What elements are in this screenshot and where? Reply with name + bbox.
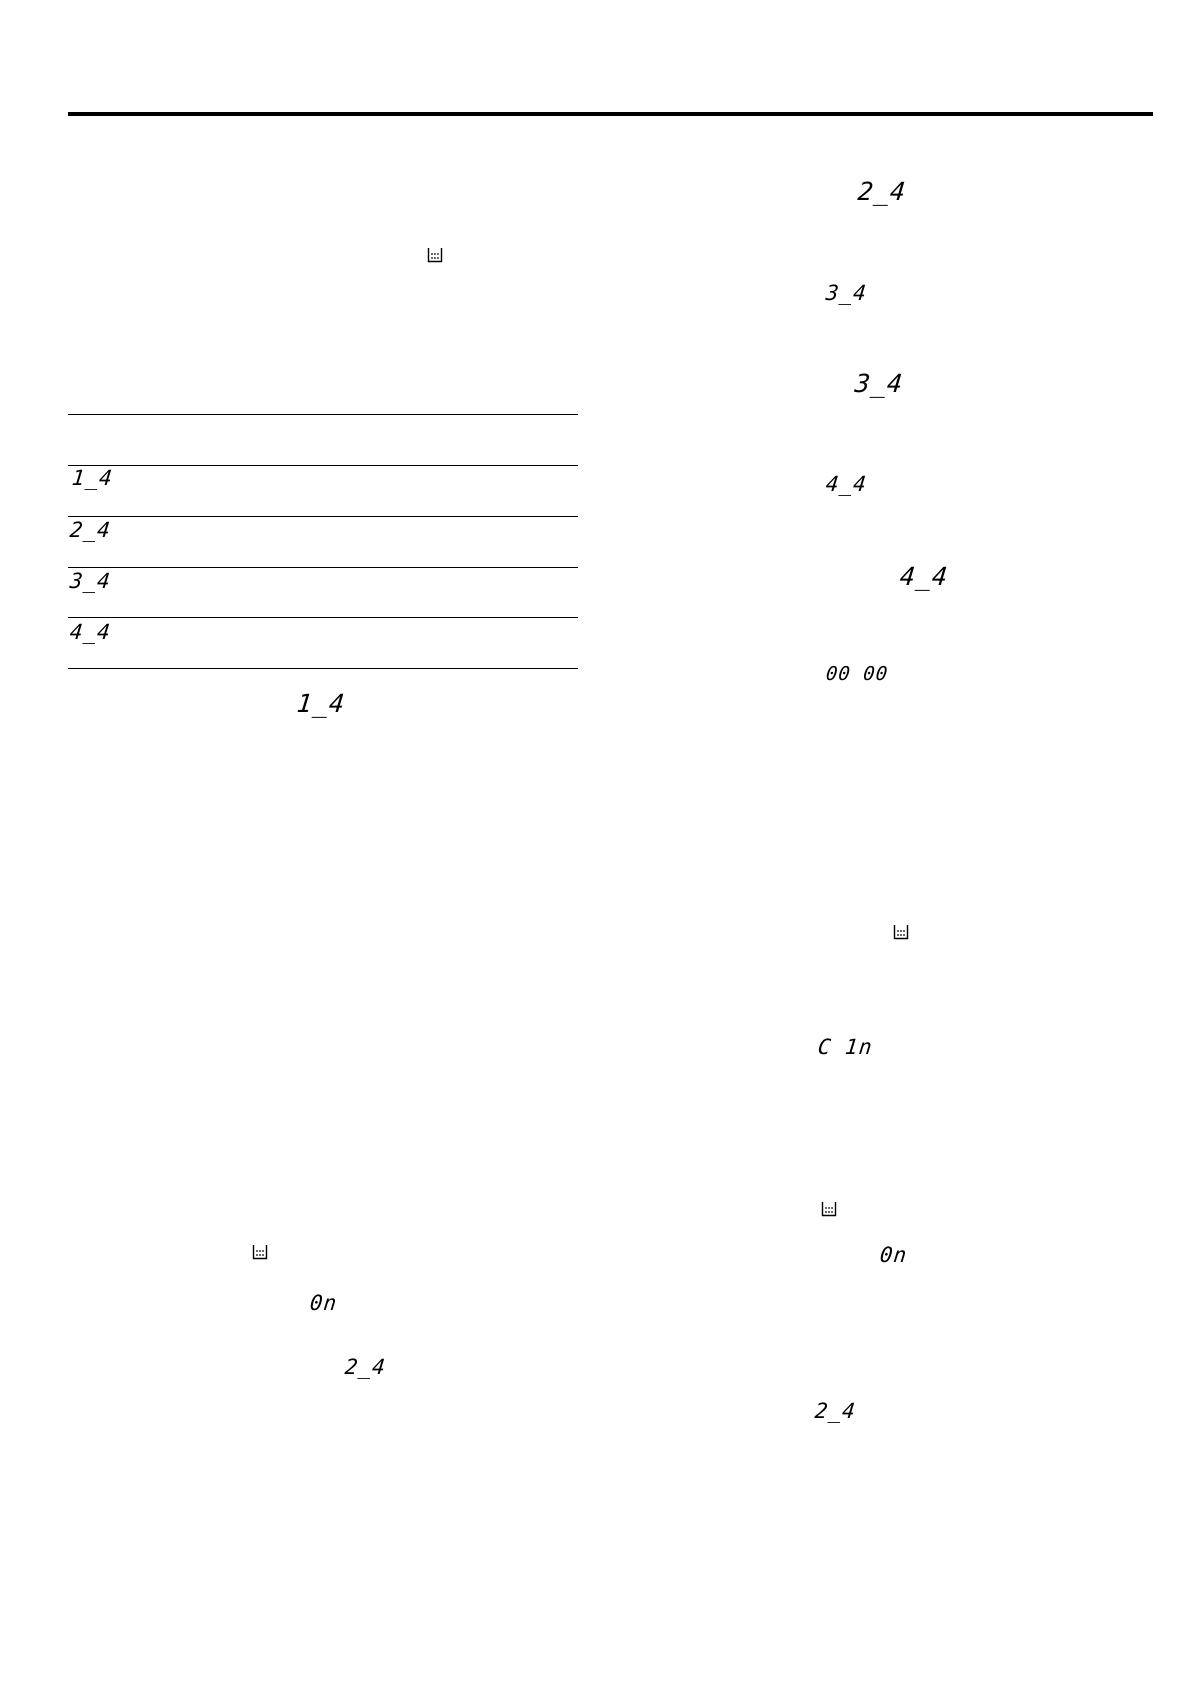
water-tank-icon: [252, 1244, 268, 1260]
display-code: 0n: [308, 1291, 339, 1315]
display-code: C 1n: [816, 1035, 874, 1059]
table-rule-bottom: [68, 668, 578, 669]
water-tank-icon: [893, 924, 909, 940]
display-code: 4_4: [824, 472, 869, 496]
table-rule: [68, 617, 578, 618]
top-rule: [68, 112, 1153, 116]
display-code: 2_4: [856, 177, 908, 206]
display-code: 4_4: [898, 562, 950, 591]
display-code: 2_4: [813, 1399, 858, 1423]
display-code: 00 00: [824, 663, 890, 685]
display-code: 3_4: [853, 369, 905, 398]
display-code: 0n: [878, 1243, 909, 1267]
table-row-code: 1_4: [70, 466, 115, 490]
table-row-code: 4_4: [68, 620, 113, 644]
table-row-code: 3_4: [68, 569, 113, 593]
water-tank-icon: [427, 247, 443, 263]
table-rule-header: [68, 465, 578, 466]
table-row-code: 2_4: [68, 518, 113, 542]
table-rule-top: [68, 414, 578, 415]
display-code: 3_4: [824, 281, 869, 305]
display-code: 2_4: [343, 1355, 388, 1379]
water-tank-icon: [821, 1201, 837, 1217]
table-rule: [68, 516, 578, 517]
table-rule: [68, 567, 578, 568]
display-code: 1_4: [295, 689, 347, 718]
